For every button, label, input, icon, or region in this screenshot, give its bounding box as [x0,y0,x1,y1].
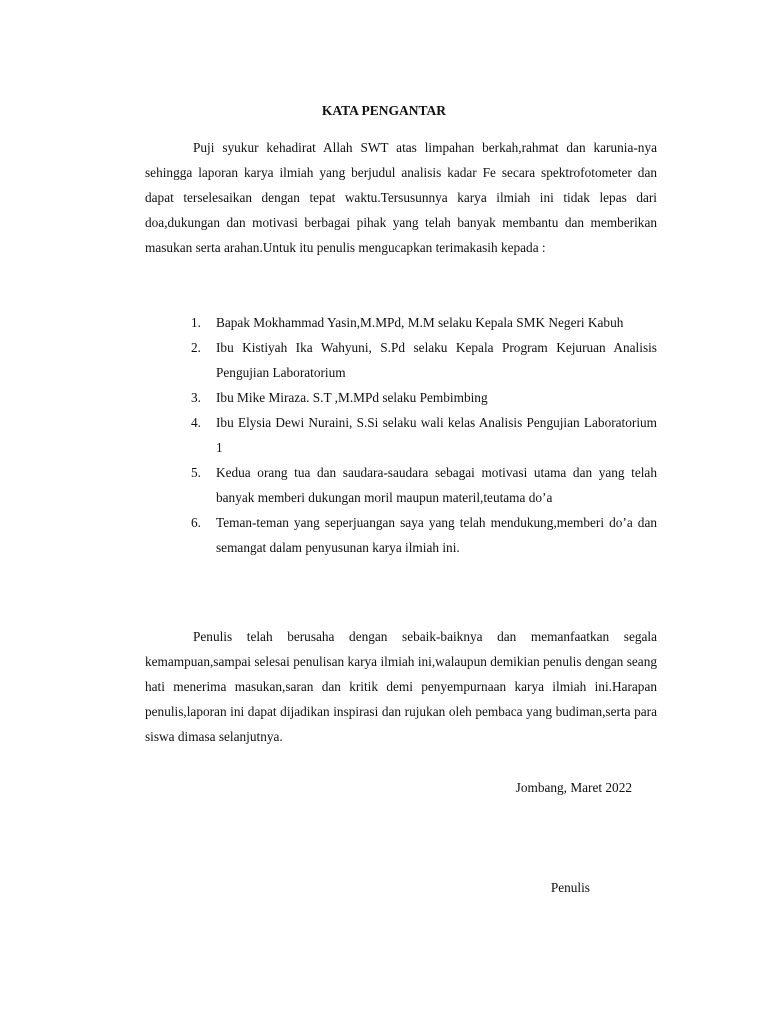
list-item [145,335,657,385]
list-item [145,460,657,510]
list-item-text: Bapak Mokhammad Yasin,M.MPd, M.M selaku Kepala SMK Negeri Kabuh [216,315,624,330]
list-item-number: 6. [191,515,201,530]
list-item [145,310,657,335]
list-item-number: 5. [191,465,201,480]
list-item-number: 1. [191,315,201,330]
list-item [145,385,657,410]
place-date: Jombang, Maret 2022 [515,780,632,795]
list-item [145,510,657,560]
list-item-text: Ibu Mike Miraza. S.T ,M.MPd selaku Pembimbing [216,390,488,405]
document-title: KATA PENGANTAR [321,103,447,118]
intro-paragraph: Puji syukur kehadirat Allah SWT atas limpahan berkah,rahmat dan karunia-nya sehingga laporan karya ilmiah yang berjudul analisis kadar Fe secara spektrofotometer dan dapat terselesaikan dengan tepat waktu.Tersusunnya karya ilmiah ini tidak lepas dari doa,dukungan dan motivasi berbagai pihak yang telah banyak membantu dan memberikan masukan serta arahan.Untuk itu penulis mengucapkan terimakasih kepada : [145,140,657,255]
list-item-text: Teman-teman yang seperjuangan saya yang telah mendukung,memberi do’a dan semangat dalam penyusunan karya ilmiah ini. [216,515,657,555]
list-item-number: 3. [191,390,201,405]
list-item-text: Ibu Elysia Dewi Nuraini, S.Si selaku wali kelas Analisis Pengujian Laboratorium 1 [216,415,657,455]
list-item-text: Kedua orang tua dan saudara-saudara sebagai motivasi utama dan yang telah banyak memberi dukungan moril maupun materil,teutama do’a [216,465,657,505]
closing-paragraph: Penulis telah berusaha dengan sebaik-baiknya dan memanfaatkan segala kemampuan,sampai selesai penulisan karya ilmiah ini,walaupun demikian penulis dengan seang hati menerima masukan,saran dan kritik demi penyempurnaan karya ilmiah ini.Harapan penulis,laporan ini dapat dijadikan inspirasi dan rujukan oleh pembaca yang budiman,serta para siswa dimasa selanjutnya. [145,629,657,744]
list-item-text: Ibu Kistiyah Ika Wahyuni, S.Pd selaku Kepala Program Kejuruan Analisis Pengujian Laboratorium [216,340,657,380]
list-item-number: 4. [191,415,201,430]
acknowledgement-list [145,310,657,560]
author-signature-name: Penulis [550,880,590,895]
list-item [145,410,657,460]
list-item-number: 2. [191,340,201,355]
